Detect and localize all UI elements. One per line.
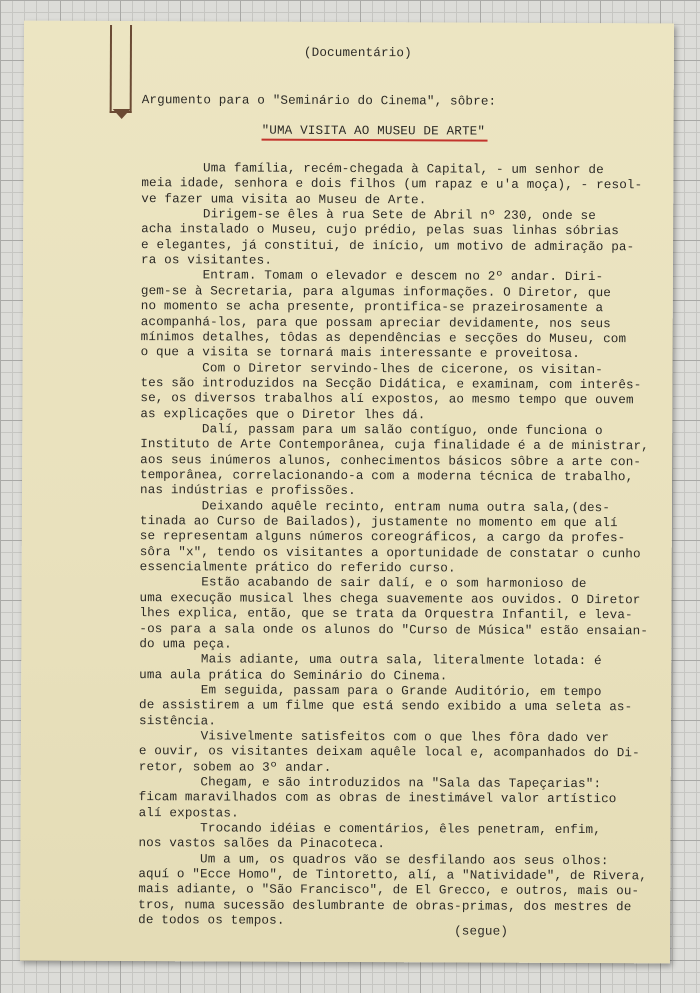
body-line: temporânea, correlacionando-a com a moderna técnica de trabalho,: [140, 468, 634, 485]
body-line: aquí o "Ecce Homo", de Tintoretto, alí, a "Natividade", de Rivera,: [138, 867, 648, 884]
body-line: tros, numa sucessão deslumbrante de obras-primas, dos mestres de: [138, 897, 632, 915]
body-line: Dalí, passam para um salão contíguo, onde funciona o: [140, 422, 603, 439]
body-line: sistência.: [138, 713, 217, 729]
body-line: Visivelmente satisfeitos com o que lhes fôra dado ver: [138, 729, 610, 746]
body-line: essencialmente prático do referido curso.: [139, 560, 456, 576]
body-line: acompanhá-los, para que possam apreciar devidamente, nos seus: [140, 314, 611, 331]
body-line: Entram. Tomam o elevador e descem no 2º andar. Diri-: [140, 268, 604, 285]
document-intro: Argumento para o "Seminário do Cinema", sôbre:: [141, 93, 497, 109]
body-line: gem-se à Secretaria, para algumas informações. O Diretor, que: [140, 283, 612, 300]
body-line: aos seus inúmeros alunos, conhecimentos básicos sôbre a arte con-: [140, 452, 642, 469]
body-line: Chegam, e são introduzidos na "Sala das Tapeçarias":: [138, 775, 602, 792]
document-footer: (segue): [454, 924, 509, 939]
body-line: no momento se acha presente, prontifica-se prazeirosamente a: [140, 299, 604, 316]
body-line: o que a visita se tornará mais interessante e proveitosa.: [140, 345, 580, 362]
body-line: mínimos detalhes, tôdas as dependências e secções do Museu, com: [140, 329, 627, 347]
body-line: Um a um, os quadros vão se desfilando aos seus olhos:: [138, 851, 609, 868]
body-line: Uma família, recém-chegada à Capital, - um senhor de: [141, 161, 604, 178]
body-line: Dirigem-se êles à rua Sete de Abril nº 230, onde se: [141, 207, 596, 224]
body-line: uma execução musical lhes chega suavemente aos ouvidos. O Diretor: [139, 590, 641, 608]
body-line: retor, sobem ao 3º andar.: [138, 759, 332, 775]
paper-clip-tip: [113, 109, 131, 119]
body-line: as explicações que o Diretor lhes dá.: [140, 406, 426, 422]
paper-clip-mark: [110, 25, 132, 113]
body-line: de todos os tempos.: [138, 913, 285, 928]
body-line: Mais adiante, uma outra sala, literalmente lotada: é: [139, 652, 602, 669]
body-line: Deixando aquêle recinto, entram numa outra sala,(des-: [139, 498, 611, 515]
body-line: nos vastos salões da Pinacoteca.: [138, 836, 386, 852]
body-line: nas indústrias e profissões.: [139, 483, 356, 499]
body-line: acha instalado o Museu, cujo prédio, pelas suas linhas sóbrias: [141, 222, 620, 239]
body-line: e elegantes, já constitui, de início, um motivo de admiração pa-: [141, 237, 635, 255]
typewritten-page: [20, 21, 674, 964]
body-line: ficam maravilhados com as obras de inestimável valor artístico: [138, 790, 617, 807]
body-line: ra os visitantes.: [140, 253, 273, 268]
body-line: Com o Diretor servindo-lhes de cicerone, os visitan-: [140, 360, 604, 377]
document-header: (Documentário): [303, 45, 412, 61]
body-line: se, os diversos trabalhos alí expostos, ao mesmo tempo que ouvem: [140, 391, 634, 408]
body-line: e ouvir, os visitantes deixam aquêle local e, acompanhados do Di-: [138, 744, 640, 761]
body-line: lhes explica, então, que se trata da Orquestra Infantil, e leva-: [139, 606, 633, 623]
body-line: Em seguida, passam para o Grande Auditório, em tempo: [139, 682, 602, 700]
body-line: alí expostas.: [138, 805, 239, 821]
document-title: "UMA VISITA AO MUSEU DE ARTE": [261, 123, 486, 139]
body-line: tes são introduzidos na Secção Didática, e examinam, com interês-: [140, 375, 642, 393]
body-line: tinada ao Curso de Bailados), justamente no momento em que alí: [139, 514, 618, 531]
title-underline: [262, 139, 488, 142]
body-line: de assistirem a um filme que está sendo exibido a uma seleta as-: [139, 698, 633, 715]
body-line: -os para a sala onde os alunos do "Curso de Música" estão ensaian-: [139, 621, 649, 638]
body-line: sôra "x", tendo os visitantes a oportunidade de constatar o cunho: [139, 544, 641, 562]
body-line: Instituto de Arte Contemporânea, cuja finalidade é a de ministrar,: [140, 437, 649, 454]
body-line: mais adiante, o "São Francisco", de El Grecco, e outros, mais ou-: [138, 882, 640, 899]
body-line: do uma peça.: [139, 636, 232, 652]
body-line: uma aula prática do Seminário do Cinema.: [139, 667, 448, 683]
body-line: Trocando idéias e comentários, êles penetram, enfim,: [138, 821, 602, 838]
body-line: Estão acabando de sair dalí, e o som harmonioso de: [139, 575, 587, 592]
body-line: meia idade, senhora e dois filhos (um rapaz e u'a moça), - resol-: [141, 176, 643, 193]
body-line: se representam alguns números coreográficos, a cargo da profes-: [139, 529, 626, 546]
body-line: ve fazer uma visita ao Museu de Arte.: [141, 191, 427, 208]
